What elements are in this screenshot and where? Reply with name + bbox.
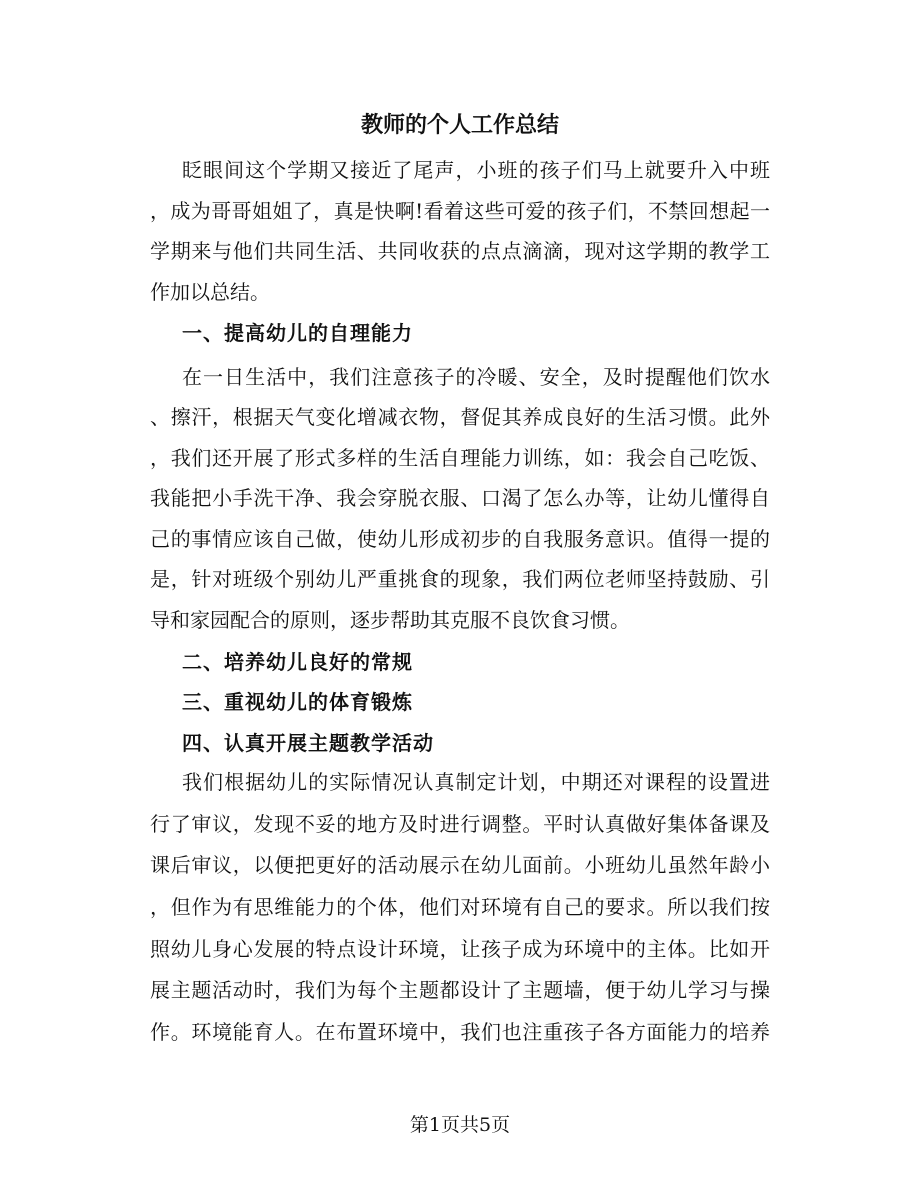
paragraph-line: 是，针对班级个别幼儿严重挑食的现象，我们两位老师坚持鼓励、引 (150, 567, 770, 591)
paragraph-line: 作加以总结。 (150, 280, 270, 304)
paragraph-line: 、擦汗，根据天气变化增减衣物，督促其养成良好的生活习惯。此外 (150, 405, 770, 429)
paragraph-line: 己的事情应该自己做，使幼儿形成初步的自我服务意识。值得一提的 (150, 527, 770, 551)
paragraph-line: 行了审议，发现不妥的地方及时进行调整。平时认真做好集体备课及 (150, 812, 770, 836)
paragraph-line: 导和家园配合的原则，逐步帮助其克服不良饮食习惯。 (150, 608, 630, 632)
paragraph-line: 课后审议，以便把更好的活动展示在幼儿面前。小班幼儿虽然年龄小 (150, 853, 770, 877)
section-heading: 一、提高幼儿的自理能力 (182, 321, 413, 345)
paragraph-line: 在一日生活中，我们注意孩子的冷暖、安全，及时提醒他们饮水 (182, 365, 770, 389)
page-number: 第1页共5页 (409, 1114, 511, 1136)
paragraph-line: 我们根据幼儿的实际情况认真制定计划，中期还对课程的设置进 (182, 770, 770, 794)
paragraph-line: 我能把小手洗干净、我会穿脱衣服、口渴了怎么办等，让幼儿懂得自 (150, 486, 770, 510)
document-title: 教师的个人工作总结 (360, 112, 559, 138)
paragraph-line: 展主题活动时，我们为每个主题都设计了主题墙，便于幼儿学习与操 (150, 978, 770, 1002)
section-heading: 四、认真开展主题教学活动 (182, 731, 434, 755)
paragraph-line: 照幼儿身心发展的特点设计环境，让孩子成为环境中的主体。比如开 (150, 937, 770, 961)
paragraph-line: ，我们还开展了形式多样的生活自理能力训练，如：我会自己吃饭、 (150, 446, 770, 470)
paragraph-line: ，但作为有思维能力的个体，他们对环境有自己的要求。所以我们按 (150, 895, 770, 919)
section-heading: 三、重视幼儿的体育锻炼 (182, 690, 413, 714)
paragraph-line: 眨眼间这个学期又接近了尾声，小班的孩子们马上就要升入中班 (182, 158, 770, 182)
paragraph-line: 作。环境能育人。在布置环境中，我们也注重孩子各方面能力的培养 (150, 1020, 770, 1044)
section-heading: 二、培养幼儿良好的常规 (182, 650, 413, 674)
paragraph-line: 学期来与他们共同生活、共同收获的点点滴滴，现对这学期的教学工 (150, 239, 770, 263)
paragraph-line: ，成为哥哥姐姐了，真是快啊!看着这些可爱的孩子们，不禁回想起一 (150, 199, 770, 223)
